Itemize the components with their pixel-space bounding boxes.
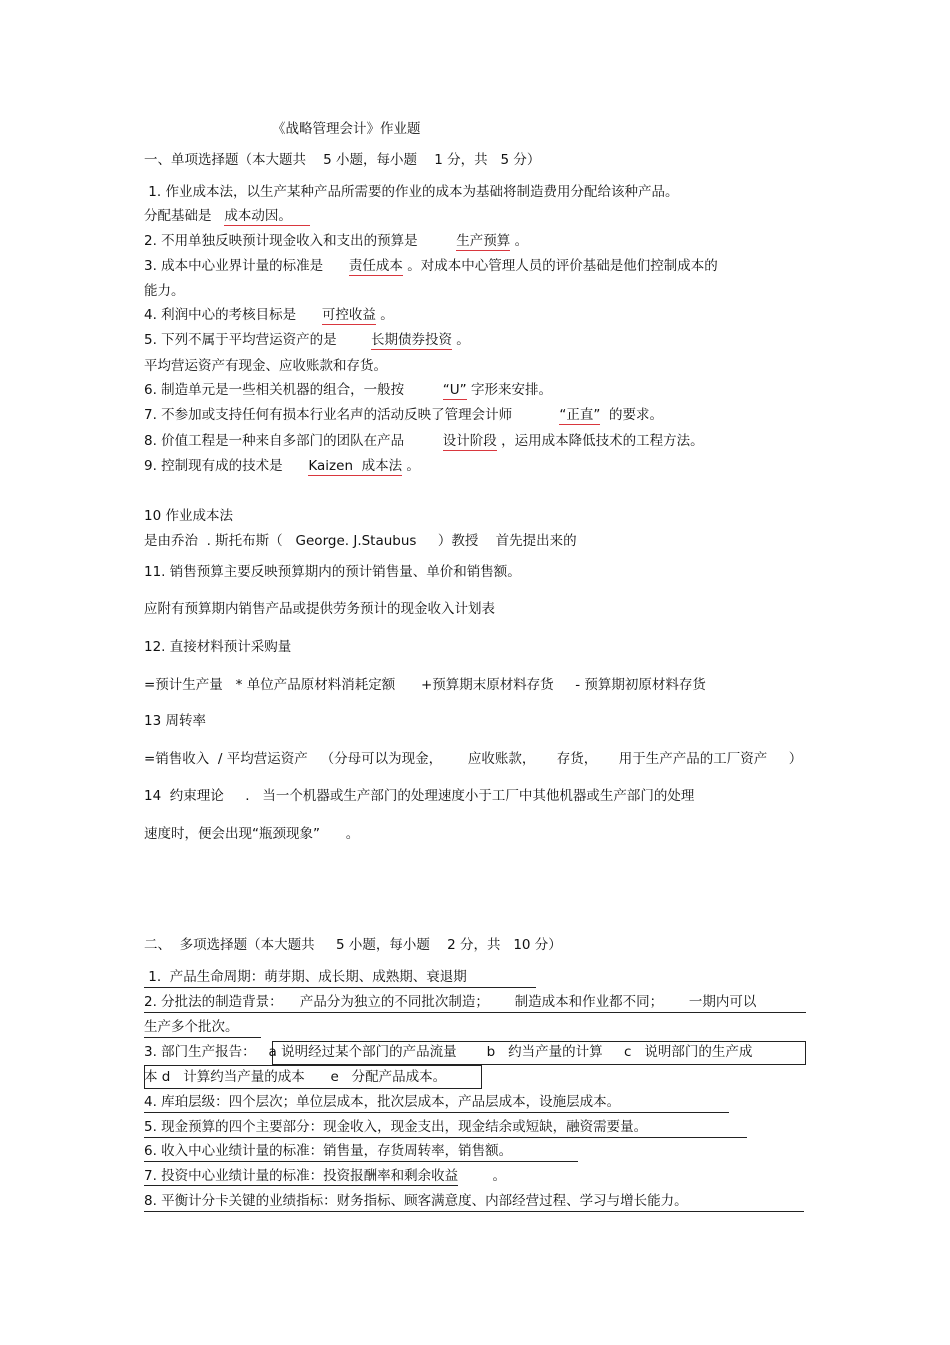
m2-line1 <box>144 993 806 1013</box>
m3-line2: 本 d 计算约当产量的成本 e 分配产品成本。 <box>144 1069 447 1085</box>
q3-answer: 责任成本 <box>348 258 403 274</box>
q2-suffix: 。 <box>510 233 529 249</box>
q6-suffix: 字形来安排。 <box>466 382 552 398</box>
q6-answer: “U” <box>442 382 467 398</box>
q9-line <box>144 457 420 475</box>
q4-line <box>144 306 394 324</box>
q4-prefix: 4. 利润中心的考核目标是 <box>144 307 322 323</box>
q9-answer: Kaizen 成本法 <box>308 458 403 474</box>
q3-line2: 能力。 <box>144 283 185 299</box>
q2-answer: 生产预算 <box>456 233 511 249</box>
q9-prefix: 9. 控制现有成的技术是 <box>144 458 309 474</box>
q13-line2: =销售收入 / 平均营运资产 （分母可以为现金， 应收账款， 存货， 用于生产产品的工厂资产 ） <box>144 751 803 767</box>
q12-line1: 12. 直接材料预计采购量 <box>144 639 292 655</box>
q1-answer: 成本动因。 <box>224 208 310 226</box>
m8-line: 8. 平衡计分卡关键的业绩指标：财务指标、顾客满意度、内部经营过程、学习与增长能力。 <box>144 1192 804 1212</box>
q7-answer: “正直” <box>559 407 601 423</box>
m7-suffix: 。 <box>458 1168 507 1184</box>
q1-prefix: 分配基础是 <box>144 208 225 224</box>
m7-line <box>144 1167 506 1185</box>
q14-line1: 14 约束理论 . 当一个机器或生产部门的处理速度小于工厂中其他机器或生产部门的处理 <box>144 788 695 804</box>
m7-text: 7. 投资中心业绩计量的标准：投资报酬率和剩余收益 <box>144 1168 459 1184</box>
q2-prefix: 2. 不用单独反映预计现金收入和支出的预算是 <box>144 233 457 249</box>
q4-answer: 可控收益 <box>321 307 376 323</box>
q2-line <box>144 232 528 250</box>
q10-line2: 是由乔治 . 斯托布斯（ George. J.Staubus ）教授 首先提出来的 <box>144 533 577 549</box>
q1-line1: 1. 作业成本法，以生产某种产品所需要的作业的成本为基础将制造费用分配给该种产品。 <box>144 184 679 200</box>
m6-line: 6. 收入中心业绩计量的标准：销售量，存货周转率，销售额。 <box>144 1142 578 1162</box>
m3-line1: 3. 部门生产报告： a 说明经过某个部门的产品流量 b 约当产量的计算 c 说明部门的生产成 <box>144 1044 753 1060</box>
q3-prefix: 3. 成本中心业界计量的标准是 <box>144 258 349 274</box>
q10-line1: 10 作业成本法 <box>144 508 233 524</box>
m1-line: 1. 产品生命周期：萌芽期、成长期、成熟期、衰退期 <box>144 968 536 988</box>
q1-line2 <box>144 207 310 225</box>
m2-text: 2. 分批法的制造背景： 产品分为独立的不同批次制造； 制造成本和作业都不同； 一期内可以 <box>144 993 806 1013</box>
q5-line1 <box>144 331 470 349</box>
m5-line: 5. 现金预算的四个主要部分：现金收入，现金支出，现金结余或短缺，融资需要量。 <box>144 1118 747 1138</box>
q6-prefix: 6. 制造单元是一些相关机器的组合，一般按 <box>144 382 443 398</box>
m2-line2: 生产多个批次。 <box>144 1018 261 1038</box>
q11-line2: 应附有预算期内销售产品或提供劳务预计的现金收入计划表 <box>144 601 495 617</box>
q7-line <box>144 406 663 424</box>
q5-answer: 长期债券投资 <box>371 332 453 348</box>
q6-line <box>144 381 552 399</box>
q9-suffix: 。 <box>402 458 420 474</box>
section1-heading: 一、单项选择题（本大题共 5 小题，每小题 1 分，共 5 分） <box>144 152 541 168</box>
q5-prefix: 5. 下列不属于平均营运资产的是 <box>144 332 372 348</box>
section2-heading: 二、 多项选择题（本大题共 5 小题，每小题 2 分，共 10 分） <box>144 937 562 953</box>
q12-line2: =预计生产量 * 单位产品原材料消耗定额 +预算期末原材料存货 - 预算期初原材料存货 <box>144 677 706 693</box>
q8-line <box>144 432 704 450</box>
q7-suffix: 的要求。 <box>600 407 663 423</box>
q8-suffix: ，运用成本降低技术的工程方法。 <box>496 433 704 449</box>
page-title: 《战略管理会计》作业题 <box>272 121 421 137</box>
q3-line1 <box>144 257 718 275</box>
q3-suffix: 。对成本中心管理人员的评价基础是他们控制成本的 <box>402 258 718 274</box>
q13-line1: 13 周转率 <box>144 713 206 729</box>
q8-prefix: 8. 价值工程是一种来自多部门的团队在产品 <box>144 433 443 449</box>
q14-line2: 速度时，便会出现“瓶颈现象” 。 <box>144 826 360 842</box>
q5-line2: 平均营运资产有现金、应收账款和存货。 <box>144 358 387 374</box>
q8-answer: 设计阶段 <box>442 433 497 449</box>
m4-line: 4. 库珀层级：四个层次；单位层成本，批次层成本，产品层成本，设施层成本。 <box>144 1093 729 1113</box>
q7-prefix: 7. 不参加或支持任何有损本行业名声的活动反映了管理会计师 <box>144 407 560 423</box>
q11-line1: 11. 销售预算主要反映预算期内的预计销售量、单价和销售额。 <box>144 564 521 580</box>
q4-suffix: 。 <box>375 307 394 323</box>
q5-suffix: 。 <box>452 332 470 348</box>
